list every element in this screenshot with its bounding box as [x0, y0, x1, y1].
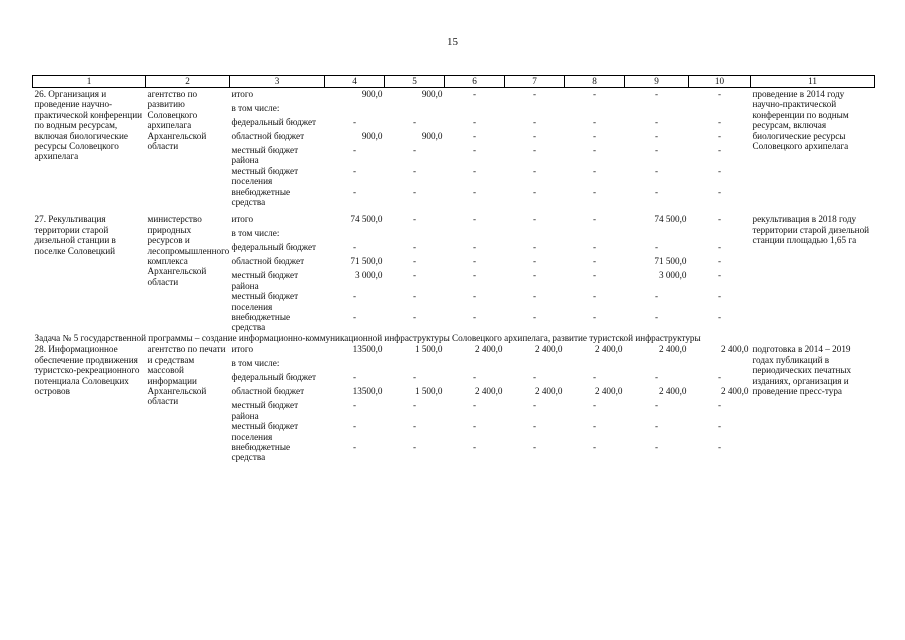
funding-value — [445, 228, 505, 242]
column-header: 10 — [689, 76, 751, 88]
funding-value: - — [532, 117, 537, 127]
funding-source-label: в том числе: — [231, 228, 280, 239]
project-executor: министерство природных ресурсов и лесопромышленного комплекса Архангельской области — [147, 214, 230, 287]
funding-value: - — [654, 421, 659, 432]
funding-value: - — [717, 131, 722, 141]
funding-value: 900,0 — [421, 89, 443, 99]
funding-value: - — [352, 165, 357, 176]
funding-value: 900,0 — [361, 89, 383, 99]
funding-value: - — [412, 270, 417, 281]
funding-value: - — [717, 145, 722, 155]
column-header: 9 — [625, 76, 689, 88]
funding-value: - — [592, 117, 597, 127]
funding-value: - — [352, 145, 357, 155]
funding-value: - — [412, 441, 417, 452]
funding-value — [689, 228, 751, 242]
funding-value: - — [472, 400, 477, 411]
funding-value: - — [412, 186, 417, 197]
funding-value: 74 500,0 — [654, 214, 687, 225]
funding-value: - — [654, 312, 659, 323]
funding-value — [565, 228, 625, 242]
program-table — [32, 75, 875, 463]
table-row — [33, 213, 875, 228]
funding-value: - — [472, 441, 477, 452]
funding-value: - — [532, 131, 537, 141]
funding-value — [689, 358, 751, 372]
funding-value: - — [717, 186, 722, 197]
funding-value: - — [717, 256, 722, 267]
funding-value: - — [352, 291, 357, 302]
funding-source-label: федеральный бюджет — [231, 242, 317, 253]
funding-value: - — [472, 372, 477, 383]
funding-value: - — [717, 242, 722, 253]
page-number: 15 — [447, 36, 458, 48]
funding-value — [325, 228, 385, 242]
funding-value — [325, 103, 385, 117]
funding-source-label: областной бюджет — [231, 386, 305, 397]
funding-value: 2 400,0 — [474, 386, 503, 397]
task-row — [33, 333, 875, 343]
funding-source-label: местный бюджет поселения — [231, 165, 299, 187]
column-header: 2 — [146, 76, 230, 88]
funding-value — [625, 228, 689, 242]
funding-value: - — [472, 89, 477, 99]
funding-value: - — [717, 421, 722, 432]
funding-value: - — [352, 117, 357, 127]
funding-source-label: итого — [231, 89, 254, 99]
funding-value: - — [592, 242, 597, 253]
project-result: подготовка в 2014 – 2019 годах публикаций в периодических печатных изданиях, организация и проведение пресс-тура — [752, 344, 852, 396]
funding-value — [385, 228, 445, 242]
funding-value: - — [717, 372, 722, 383]
funding-value: - — [654, 165, 659, 176]
funding-source-label: в том числе: — [231, 103, 280, 113]
funding-value: - — [532, 256, 537, 267]
funding-value: - — [654, 400, 659, 411]
funding-source-label: местный бюджет поселения — [231, 291, 299, 312]
column-number-row — [33, 76, 875, 88]
funding-value: - — [412, 421, 417, 432]
funding-value: - — [654, 372, 659, 383]
funding-value: - — [654, 242, 659, 253]
funding-value: - — [592, 256, 597, 267]
funding-value: - — [412, 214, 417, 225]
funding-value: - — [654, 117, 659, 127]
column-header: 1 — [33, 76, 146, 88]
funding-value: - — [592, 400, 597, 411]
funding-value — [505, 358, 565, 372]
funding-value — [385, 358, 445, 372]
funding-source-label: федеральный бюджет — [231, 372, 317, 383]
funding-value: - — [592, 291, 597, 302]
funding-source-label: местный бюджет района — [231, 400, 299, 421]
funding-value: - — [592, 270, 597, 281]
funding-source-label: итого — [231, 344, 254, 355]
funding-value: 2 400,0 — [658, 386, 687, 397]
funding-value: - — [472, 242, 477, 253]
funding-value: - — [412, 312, 417, 323]
funding-value: 2 400,0 — [534, 344, 563, 355]
funding-value: - — [472, 256, 477, 267]
funding-source-label: внебюджетные средства — [231, 312, 291, 333]
funding-value: - — [532, 89, 537, 99]
task-heading: Задача № 5 государственной программы – создание информационно-коммуникационной инфраструктуры Соловецкого архипелага, развитие туристской инфраструктуры — [34, 332, 701, 343]
funding-value: - — [352, 400, 357, 411]
funding-value: - — [532, 145, 537, 155]
funding-value: - — [412, 165, 417, 176]
funding-value: - — [717, 270, 722, 281]
funding-value — [689, 103, 751, 117]
funding-value: 1 500,0 — [414, 344, 443, 355]
funding-value: 2 400,0 — [658, 344, 687, 355]
funding-value: - — [592, 89, 597, 99]
funding-value: - — [717, 312, 722, 323]
project-name: 28. Информационное обеспечение продвижения туристско-рекреационного потенциала Соловецких островов — [34, 344, 140, 396]
funding-value: - — [472, 131, 477, 141]
funding-value: 900,0 — [361, 131, 383, 141]
funding-value — [325, 358, 385, 372]
funding-value: 71 500,0 — [350, 256, 383, 267]
funding-value: - — [532, 214, 537, 225]
funding-value: 74 500,0 — [350, 214, 383, 225]
funding-value — [625, 358, 689, 372]
funding-value: - — [412, 145, 417, 155]
funding-source-label: областной бюджет — [231, 256, 305, 267]
funding-value: - — [654, 145, 659, 155]
funding-value: - — [352, 312, 357, 323]
funding-value: - — [592, 312, 597, 323]
funding-value — [565, 358, 625, 372]
funding-source-label: местный бюджет поселения — [231, 421, 299, 442]
funding-value: - — [472, 291, 477, 302]
funding-value: - — [592, 421, 597, 432]
funding-value — [445, 358, 505, 372]
funding-value — [625, 103, 689, 117]
funding-value: - — [592, 372, 597, 383]
funding-value: 71 500,0 — [654, 256, 687, 267]
funding-value: 13500,0 — [352, 344, 383, 355]
funding-value — [565, 103, 625, 117]
funding-value: 900,0 — [421, 131, 443, 141]
funding-value: - — [717, 214, 722, 225]
funding-value: - — [472, 186, 477, 197]
funding-source-label: в том числе: — [231, 358, 280, 369]
funding-value: - — [472, 165, 477, 176]
funding-value — [505, 228, 565, 242]
funding-value: - — [472, 421, 477, 432]
funding-value: - — [472, 270, 477, 281]
funding-value: 2 400,0 — [474, 344, 503, 355]
funding-value: - — [532, 186, 537, 197]
column-header: 6 — [445, 76, 505, 88]
funding-value: - — [717, 89, 722, 99]
funding-source-label: итого — [231, 214, 254, 225]
funding-value: - — [532, 372, 537, 383]
funding-value: - — [654, 89, 659, 99]
funding-value: - — [532, 312, 537, 323]
funding-source-label: областной бюджет — [231, 131, 305, 141]
funding-value: - — [592, 131, 597, 141]
funding-value: - — [532, 400, 537, 411]
funding-value: - — [532, 270, 537, 281]
funding-value: 3 000,0 — [658, 270, 687, 281]
project-executor: агентство по развитию Соловецкого архипелага Архангельской области — [147, 89, 207, 152]
funding-value: 2 400,0 — [594, 386, 623, 397]
funding-value — [385, 103, 445, 117]
funding-value: - — [532, 441, 537, 452]
funding-value: 3 000,0 — [354, 270, 383, 281]
funding-value: 2 400,0 — [594, 344, 623, 355]
funding-value — [505, 103, 565, 117]
funding-value: - — [717, 441, 722, 452]
project-result: рекультивация в 2018 году территории старой дизельной станции площадью 1,65 га — [752, 214, 870, 246]
funding-value: - — [654, 291, 659, 302]
funding-source-label: федеральный бюджет — [231, 117, 317, 127]
funding-value: - — [352, 421, 357, 432]
funding-value: - — [717, 400, 722, 411]
funding-value: 2 400,0 — [534, 386, 563, 397]
funding-value: - — [592, 145, 597, 155]
funding-value: - — [412, 291, 417, 302]
column-header: 3 — [230, 76, 325, 88]
funding-value: - — [592, 441, 597, 452]
funding-value: - — [472, 145, 477, 155]
funding-value: - — [352, 441, 357, 452]
funding-value: - — [654, 441, 659, 452]
funding-value: - — [472, 312, 477, 323]
project-name: 27. Рекультивация территории старой дизельной станции в поселке Соловецкий — [34, 214, 116, 256]
funding-source-label: местный бюджет района — [231, 145, 299, 166]
funding-value: - — [532, 291, 537, 302]
funding-value: 2 400,0 — [720, 344, 749, 355]
funding-value: - — [532, 421, 537, 432]
column-header: 11 — [751, 76, 875, 88]
funding-value: - — [532, 165, 537, 176]
funding-source-label: местный бюджет района — [231, 270, 299, 291]
funding-value: - — [352, 372, 357, 383]
funding-value: - — [472, 117, 477, 127]
project-result: проведение в 2014 году научно-практической конференции по водным ресурсам, включая биологические ресурсы Соловецкого архипелага — [752, 89, 849, 152]
column-header: 5 — [385, 76, 445, 88]
column-header: 4 — [325, 76, 385, 88]
funding-value: - — [654, 186, 659, 197]
funding-value: - — [592, 165, 597, 176]
funding-value: - — [412, 117, 417, 127]
funding-value: 2 400,0 — [720, 386, 749, 397]
funding-value: - — [412, 242, 417, 253]
funding-value: - — [532, 242, 537, 253]
funding-value: - — [592, 214, 597, 225]
table-body — [33, 88, 875, 463]
funding-value — [445, 103, 505, 117]
column-header: 7 — [505, 76, 565, 88]
funding-value: - — [717, 117, 722, 127]
funding-value: - — [472, 214, 477, 225]
funding-value: - — [412, 372, 417, 383]
table-row — [33, 88, 875, 104]
funding-source-label: внебюджетные средства — [231, 441, 291, 463]
funding-value: - — [654, 131, 659, 141]
funding-value: - — [352, 242, 357, 253]
funding-value: - — [352, 186, 357, 197]
funding-value: 1 500,0 — [414, 386, 443, 397]
table-row — [33, 343, 875, 358]
funding-value: - — [592, 186, 597, 197]
funding-value: - — [717, 165, 722, 176]
funding-value: - — [717, 291, 722, 302]
funding-value: - — [412, 256, 417, 267]
project-name: 26. Организация и проведение научно-практической конференции по водным ресурсам, включая биологические ресурсы Соловецкого архипелага — [34, 89, 143, 162]
project-executor: агентство по печати и средствам массовой информации Архангельской области — [147, 344, 226, 407]
funding-value: 13500,0 — [352, 386, 383, 397]
funding-value: - — [412, 400, 417, 411]
funding-source-label: внебюджетные средства — [231, 186, 291, 208]
column-header: 8 — [565, 76, 625, 88]
